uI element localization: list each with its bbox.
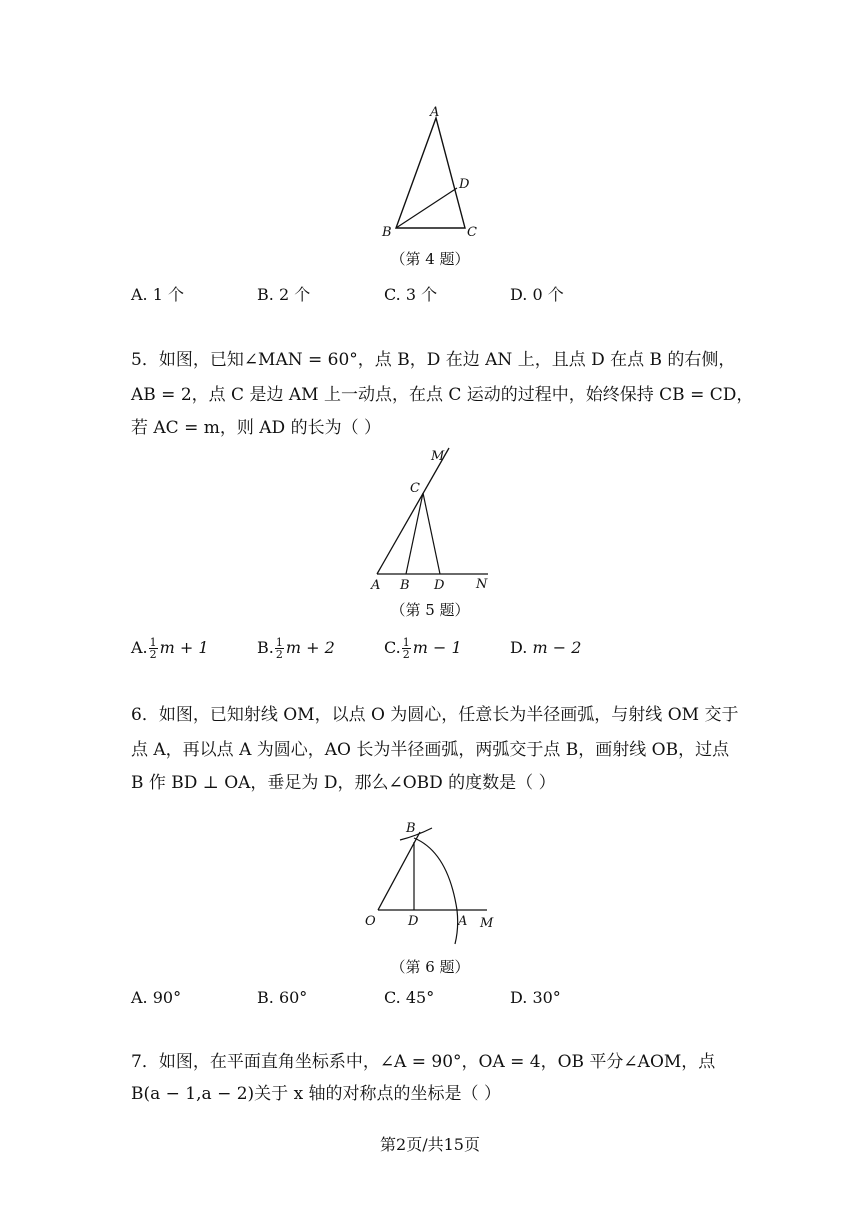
q5-option-b: B. $\frac{1}{2}$ m + 2 [257, 636, 335, 661]
q4-option-c: C. 3 个 [384, 285, 438, 304]
q6-label-M: M [480, 916, 494, 931]
q6-label-A: A [458, 914, 468, 929]
q5-label-N: N [476, 577, 488, 592]
q6-label-O: O [365, 914, 376, 929]
q5-label-C: C [410, 481, 420, 496]
q4-figure [370, 100, 490, 245]
q4-label-B: B [382, 225, 392, 240]
q6-option-b: B. 60° [257, 988, 308, 1007]
q5-option-c: C. $\frac{1}{2}$ m − 1 [384, 636, 462, 661]
q6-label-D: D [408, 914, 419, 929]
q6-option-d: D. 30° [510, 988, 561, 1007]
q4-label-C: C [467, 225, 477, 240]
q4-option-a: A. 1 个 [131, 285, 185, 304]
q4-option-d: D. 0 个 [510, 285, 564, 304]
q5-text-line-2: AB = 2，点 C 是边 AM 上一动点，在点 C 运动的过程中，始终保持 CB = CD， [131, 385, 754, 405]
q5-label-B: B [400, 578, 410, 593]
q5-option-a-fraction: $\frac{1}{2}$ [149, 636, 157, 661]
q6-text-line-3: B 作 BD ⊥ OA，垂足为 D，那么∠OBD 的度数是（ ） [131, 773, 556, 793]
q4-option-b: B. 2 个 [257, 285, 311, 304]
q6-label-B: B [406, 821, 416, 836]
q5-option-a: A. $\frac{1}{2}$ m + 1 [131, 636, 209, 661]
q5-text-line-3: 若 AC = m，则 AD 的长为（ ） [131, 418, 381, 438]
q5-label-D: D [434, 578, 445, 593]
q5-option-c-fraction: $\frac{1}{2}$ [402, 636, 410, 661]
q5-option-b-fraction: $\frac{1}{2}$ [275, 636, 283, 661]
q6-option-c: C. 45° [384, 988, 435, 1007]
q6-text-line-1: 6．如图，已知射线 OM，以点 O 为圆心，任意长为半径画弧，与射线 OM 交于 [131, 705, 739, 725]
q5-label-A: A [371, 578, 381, 593]
q5-option-d: D. m − 2 [510, 638, 582, 657]
q4-caption: （第 4 题） [390, 250, 470, 268]
q6-option-a: A. 90° [131, 988, 182, 1007]
q5-label-M: M [431, 449, 445, 464]
q5-caption: （第 5 题） [390, 601, 470, 619]
q4-label-D: D [459, 177, 470, 192]
q6-text-line-2: 点 A，再以点 A 为圆心，AO 长为半径画弧，两弧交于点 B，画射线 OB，过点 [131, 740, 730, 760]
q7-text-line-1: 7．如图，在平面直角坐标系中，∠A = 90°，OA = 4，OB 平分∠AOM，点 [131, 1052, 716, 1072]
q5-text-line-1: 5．如图，已知∠MAN = 60°，点 B，D 在边 AN 上，且点 D 在点 B 的右侧， [131, 350, 736, 370]
q7-text-line-2: B(a − 1,a − 2)关于 x 轴的对称点的坐标是（ ） [131, 1084, 501, 1104]
q4-label-A: A [430, 105, 440, 120]
q6-caption: （第 6 题） [390, 958, 470, 976]
q5-figure [360, 440, 500, 595]
q6-figure [360, 810, 500, 950]
page-footer: 第2页/共15页 [380, 1135, 480, 1154]
